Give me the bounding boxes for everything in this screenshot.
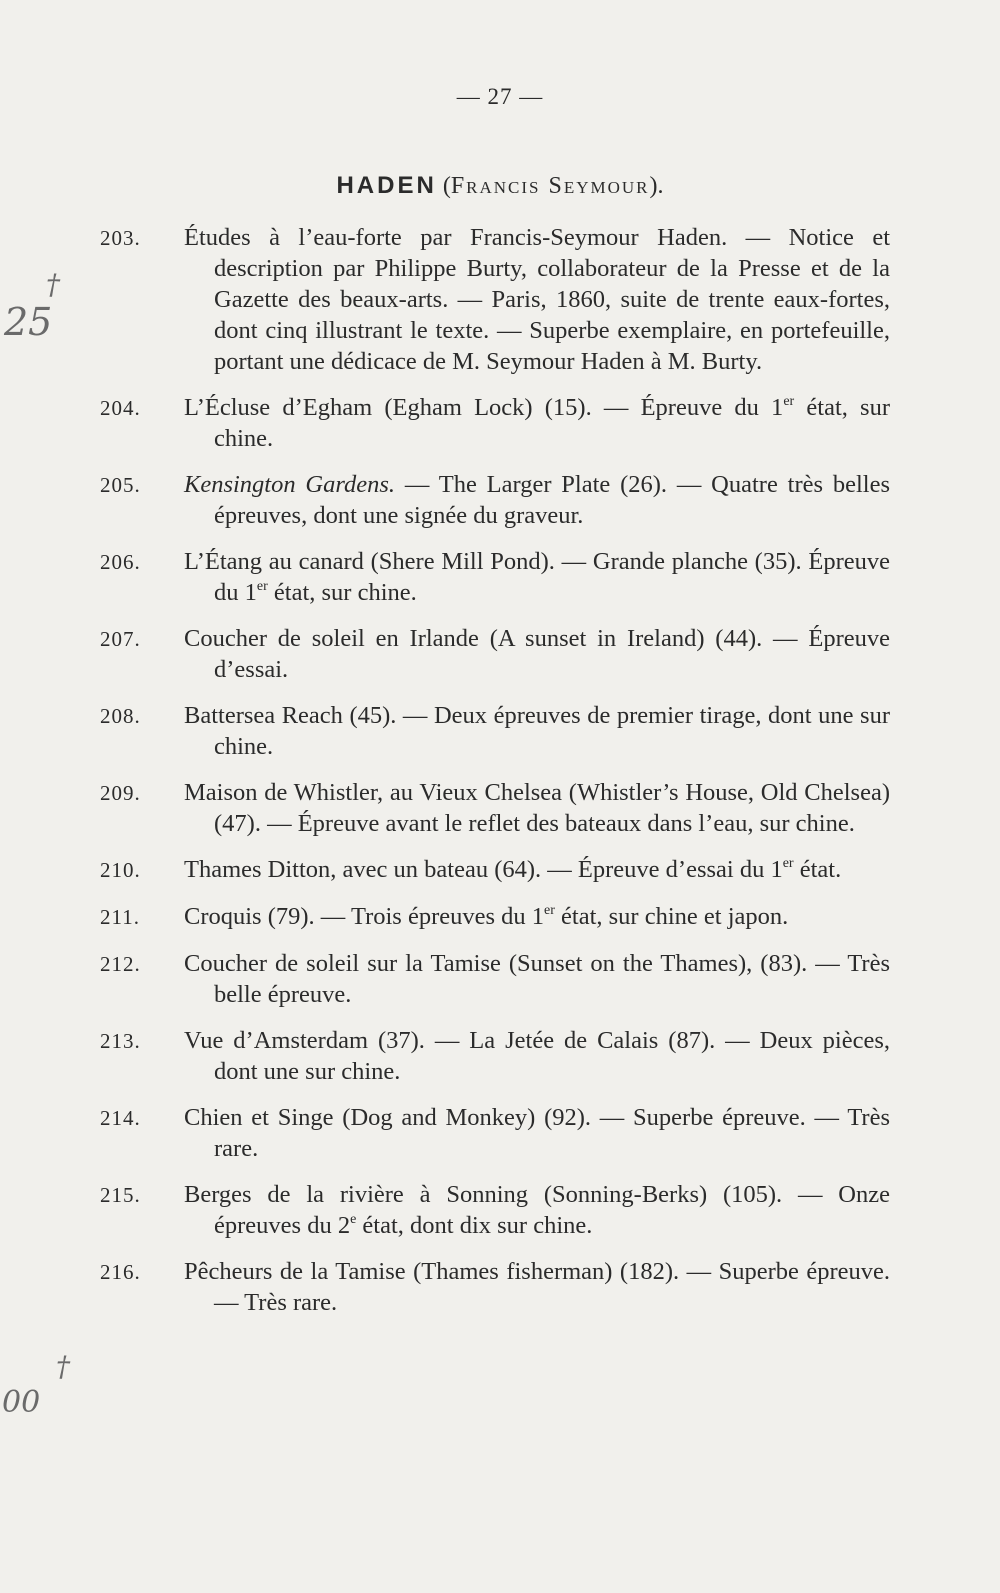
entry-number: 204. (100, 396, 141, 420)
entry-body (184, 469, 890, 531)
entry-body (184, 1179, 890, 1241)
entry-superscript: er (782, 855, 794, 871)
catalog-entry (100, 777, 890, 839)
entry-text (184, 392, 890, 454)
catalog-entry (100, 1025, 890, 1087)
heading-given-names: Francis Seymour (450, 173, 650, 199)
entry-body (184, 700, 890, 762)
entry-description: Battersea Reach (45). — Deux épreuves de premier tirage, dont une sur chine. (184, 702, 890, 760)
page-number: — 27 — (456, 84, 544, 109)
catalog-entry (100, 1102, 890, 1164)
entry-description: Vue d’Amsterdam (37). — La Jetée de Calais (87). — Deux pièces, dont une sur chine. (184, 1027, 890, 1085)
entry-text-lead: Berges de la rivière à Sonning (Sonning-Berks) (105). — Onze épreuves du 2 (184, 1181, 890, 1239)
section-heading (0, 172, 1000, 200)
entry-body (184, 546, 890, 608)
entry-description: Chien et Singe (Dog and Monkey) (92). — Superbe épreuve. — Très rare. (184, 1104, 890, 1162)
entry-body (184, 777, 890, 839)
catalog-entry (100, 948, 890, 1010)
margin-note-top: 25 (4, 300, 53, 344)
entry-description: — The Larger Plate (26). — Quatre très belles épreuves, dont une signée du graveur. (214, 471, 890, 529)
entry-number: 203. (100, 226, 141, 250)
entry-text (184, 469, 890, 531)
entry-body (184, 854, 890, 885)
entry-text-lead: L’Écluse d’Egham (Egham Lock) (15). — Épreuve du 1 (184, 394, 784, 421)
entry-number: 213. (100, 1029, 141, 1053)
entry-description: Coucher de soleil sur la Tamise (Sunset on the Thames), (83). — Très belle épreuve. (184, 950, 890, 1008)
entry-number: 207. (100, 627, 141, 651)
entry-number: 212. (100, 952, 141, 976)
margin-mark-top: † (46, 268, 60, 301)
entry-text (184, 623, 890, 685)
entry-description: Maison de Whistler, au Vieux Chelsea (Whistler’s House, Old Chelsea) (47). — Épreuve avant le reflet des bateaux dans l’eau, sur chine. (184, 779, 890, 837)
entry-body (184, 1025, 890, 1087)
entry-text (184, 1179, 890, 1241)
catalog-entry (100, 546, 890, 608)
entry-text (184, 1256, 890, 1318)
entry-title-italic: Kensington Gardens. (184, 471, 396, 498)
entry-text (184, 700, 890, 762)
entry-number: 214. (100, 1106, 141, 1130)
catalog-entry (100, 1179, 890, 1241)
entry-number: 206. (100, 550, 141, 574)
margin-note-bottom: 00 (2, 1385, 41, 1420)
entry-text (184, 222, 890, 377)
entry-text-tail: état, sur chine et japon. (554, 903, 789, 930)
catalog-entry (100, 1256, 890, 1318)
entry-body (184, 623, 890, 685)
entry-number: 208. (100, 704, 141, 728)
entry-body (184, 222, 890, 377)
entry-body (184, 948, 890, 1010)
entry-number: 205. (100, 473, 141, 497)
entry-description: Études à l’eau-forte par Francis-Seymour Haden. — Notice et description par Philippe Burty, collaborateur de la Presse et de la Gazette des beaux-arts. — Paris, 1860, suite de trente eaux-fortes, dont cinq illustrant le texte. — Superbe exemplaire, en portefeuille, portant une dédicace de M. Seymour Haden à M. Burty. (184, 224, 890, 375)
catalog-entry (100, 901, 890, 933)
entry-text-tail: état, sur chine. (267, 579, 417, 606)
entry-text (184, 1102, 890, 1164)
entry-text-lead: Thames Ditton, avec un bateau (64). — Épreuve d’essai du 1 (184, 856, 783, 883)
heading-open: ( (436, 173, 451, 199)
catalog-entries (100, 222, 890, 1333)
entry-number: 216. (100, 1260, 141, 1284)
catalog-entry (100, 469, 890, 531)
catalog-entry (100, 623, 890, 685)
entry-text-lead: Croquis (79). — Trois épreuves du 1 (184, 903, 545, 930)
entry-superscript: e (350, 1211, 357, 1227)
entry-text-tail: état, dont dix sur chine. (356, 1212, 593, 1239)
entry-text (184, 546, 890, 608)
entry-text (184, 901, 890, 933)
entry-number: 209. (100, 781, 141, 805)
entry-text (184, 854, 890, 886)
entry-text-tail: état. (793, 856, 842, 883)
catalog-entry (100, 700, 890, 762)
entry-body (184, 901, 890, 932)
entry-number: 211. (100, 905, 140, 929)
heading-name: HADEN (336, 172, 437, 199)
entry-description: Coucher de soleil en Irlande (A sunset in Ireland) (44). — Épreuve d’essai. (184, 625, 890, 683)
entry-body (184, 1102, 890, 1164)
entry-body (184, 392, 890, 454)
entry-text (184, 1025, 890, 1087)
catalog-entry (100, 222, 890, 377)
entry-text-tail: état, sur chine. (214, 394, 890, 452)
entry-text-lead: L’Étang au canard (Shere Mill Pond). — Grande planche (35). Épreuve du 1 (184, 548, 890, 606)
catalog-entry (100, 392, 890, 454)
entry-text (184, 777, 890, 839)
margin-mark-bottom: † (56, 1350, 70, 1383)
entry-text (184, 948, 890, 1010)
heading-close: ). (649, 173, 664, 199)
catalog-entry (100, 854, 890, 886)
entry-body (184, 1256, 890, 1318)
entry-superscript: er (783, 393, 795, 409)
entry-superscript: er (544, 902, 555, 918)
entry-number: 215. (100, 1183, 141, 1207)
entry-superscript: er (256, 578, 268, 594)
entry-number: 210. (100, 858, 141, 882)
entry-description: Pêcheurs de la Tamise (Thames fisherman) (182). — Superbe épreuve. — Très rare. (184, 1258, 890, 1316)
